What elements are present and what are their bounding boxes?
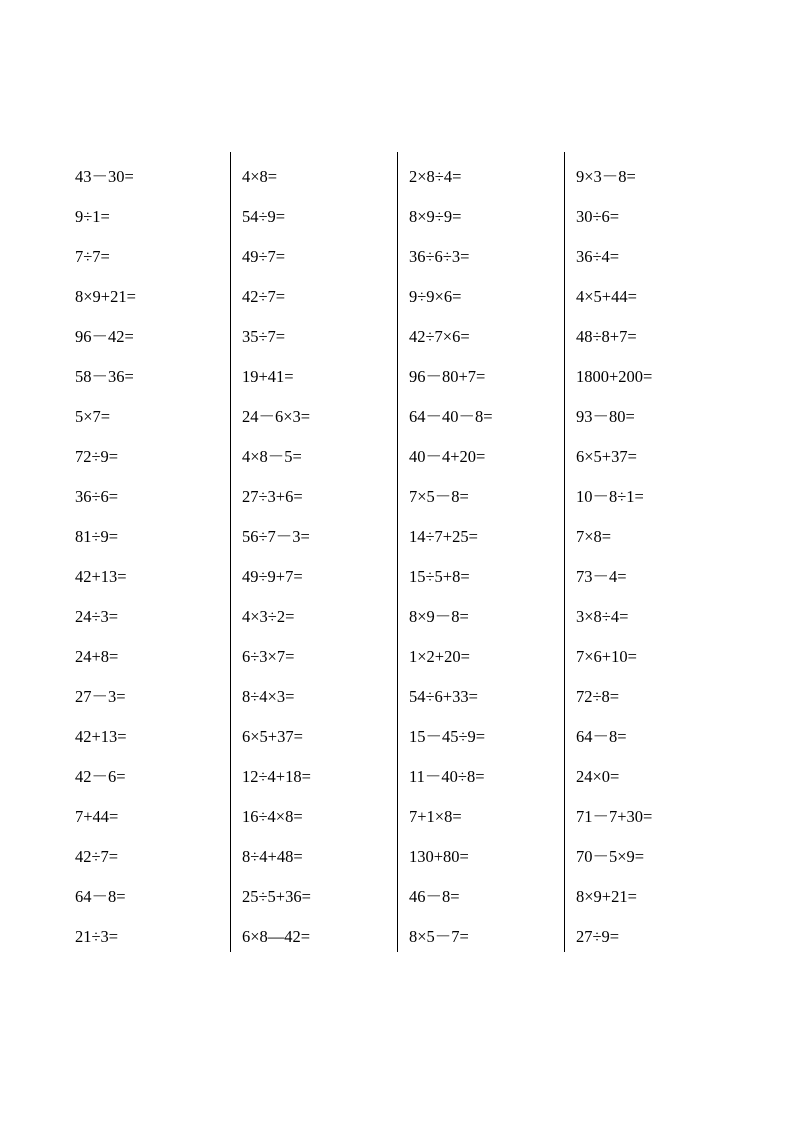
math-problem: 58－36= (75, 367, 134, 386)
math-problem: 8×9+21= (75, 287, 136, 306)
math-problem: 14÷7+25= (409, 527, 478, 546)
arithmetic-worksheet (63, 152, 733, 952)
math-problem: 8×9÷9= (409, 207, 462, 226)
problem-column-3 (397, 152, 564, 952)
math-problem: 7÷7= (75, 247, 110, 266)
math-problem: 46－8= (409, 887, 460, 906)
math-problem: 10－8÷1= (576, 487, 644, 506)
math-problem: 4×8－5= (242, 447, 302, 466)
math-problem: 49÷9+7= (242, 567, 303, 586)
math-problem: 27÷3+6= (242, 487, 303, 506)
math-problem: 24－6×3= (242, 407, 311, 426)
math-problem: 42－6= (75, 767, 126, 786)
math-problem: 56÷7－3= (242, 527, 310, 546)
math-problem: 16÷4×8= (242, 807, 303, 826)
math-problem: 35÷7= (242, 327, 286, 346)
math-problem: 8×5－7= (409, 927, 469, 946)
math-problem: 42+13= (75, 567, 127, 586)
math-problem: 54÷6+33= (409, 687, 478, 706)
math-problem: 64－40－8= (409, 407, 493, 426)
math-problem: 6×5+37= (242, 727, 303, 746)
math-problem: 64－8= (75, 887, 126, 906)
problem-column-1 (63, 152, 230, 952)
math-problem: 6×5+37= (576, 447, 637, 466)
math-problem: 24÷3= (75, 607, 119, 626)
math-problem: 4×8= (242, 167, 278, 186)
math-problem: 7×6+10= (576, 647, 637, 666)
math-problem: 9×3－8= (576, 167, 636, 186)
math-problem: 1×2+20= (409, 647, 470, 666)
math-problem: 27－3= (75, 687, 126, 706)
math-problem: 42÷7= (75, 847, 119, 866)
math-problem: 5×7= (75, 407, 111, 426)
math-problem: 9÷9×6= (409, 287, 462, 306)
problem-column-4 (564, 152, 731, 952)
math-problem: 42÷7×6= (409, 327, 470, 346)
math-problem: 6÷3×7= (242, 647, 295, 666)
math-problem: 81÷9= (75, 527, 119, 546)
math-problem: 49÷7= (242, 247, 286, 266)
math-problem: 2×8÷4= (409, 167, 462, 186)
math-problem: 24×0= (576, 767, 620, 786)
math-problem: 7+44= (75, 807, 119, 826)
math-problem: 42÷7= (242, 287, 286, 306)
math-problem: 96－42= (75, 327, 134, 346)
math-problem: 12÷4+18= (242, 767, 311, 786)
math-problem: 9÷1= (75, 207, 110, 226)
math-problem: 15÷5+8= (409, 567, 470, 586)
math-problem: 21÷3= (75, 927, 119, 946)
math-problem: 25÷5+36= (242, 887, 311, 906)
math-problem: 4×5+44= (576, 287, 637, 306)
math-problem: 71－7+30= (576, 807, 653, 826)
math-problem: 36÷4= (576, 247, 620, 266)
math-problem: 8÷4+48= (242, 847, 303, 866)
math-problem: 1800+200= (576, 367, 653, 386)
math-problem: 19+41= (242, 367, 294, 386)
math-problem: 64－8= (576, 727, 627, 746)
math-problem: 27÷9= (576, 927, 620, 946)
math-problem: 130+80= (409, 847, 469, 866)
math-problem: 43－30= (75, 167, 134, 186)
math-problem: 36÷6= (75, 487, 119, 506)
math-problem: 15－45÷9= (409, 727, 486, 746)
math-problem: 96－80+7= (409, 367, 486, 386)
math-problem: 6×8—42= (242, 927, 311, 946)
problem-column-2 (230, 152, 397, 952)
math-problem: 7×8= (576, 527, 612, 546)
math-problem: 72÷8= (576, 687, 620, 706)
math-problem: 93－80= (576, 407, 635, 426)
math-problem: 24+8= (75, 647, 119, 666)
math-problem: 42+13= (75, 727, 127, 746)
math-problem: 30÷6= (576, 207, 620, 226)
math-problem: 70－5×9= (576, 847, 645, 866)
math-problem: 73－4= (576, 567, 627, 586)
math-problem: 48÷8+7= (576, 327, 637, 346)
math-problem: 8×9－8= (409, 607, 469, 626)
math-problem: 3×8÷4= (576, 607, 629, 626)
math-problem: 72÷9= (75, 447, 119, 466)
math-problem: 4×3÷2= (242, 607, 295, 626)
math-problem: 8÷4×3= (242, 687, 295, 706)
math-problem: 11－40÷8= (409, 767, 485, 786)
math-problem: 8×9+21= (576, 887, 637, 906)
math-problem: 54÷9= (242, 207, 286, 226)
math-problem: 7×5－8= (409, 487, 469, 506)
math-problem: 40－4+20= (409, 447, 486, 466)
math-problem: 36÷6÷3= (409, 247, 470, 266)
math-problem: 7+1×8= (409, 807, 462, 826)
